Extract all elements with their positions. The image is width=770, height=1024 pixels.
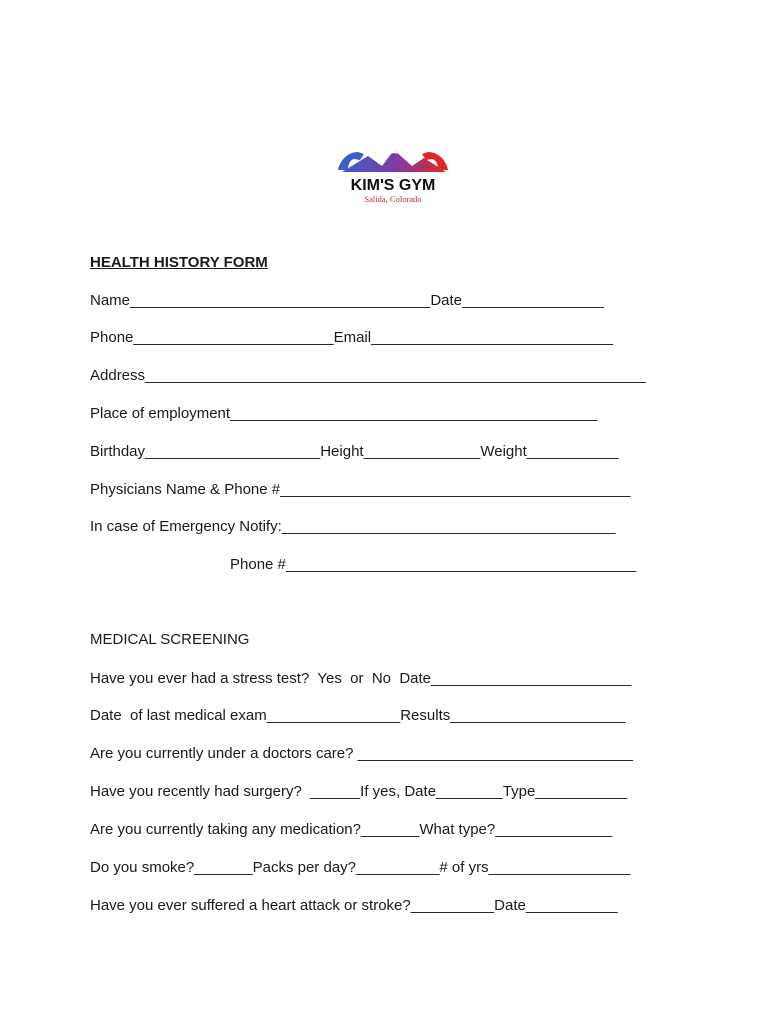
medication-line: Are you currently taking any medication?_______What type?______________: [90, 821, 613, 838]
emergency-phone-line: Phone #__________________________________________: [230, 556, 637, 573]
doctors-care-line: Are you currently under a doctors care? _________________________________: [90, 745, 633, 762]
emergency-contact-line: In case of Emergency Notify:________________________________________: [90, 518, 616, 535]
surgery-line: Have you recently had surgery? ______If yes, Date________Type___________: [90, 783, 628, 800]
kims-gym-logo-graphic: [328, 140, 458, 208]
last-exam-line: Date of last medical exam________________Results_____________________: [90, 707, 626, 724]
employment-line: Place of employment____________________________________________: [90, 405, 598, 422]
phone-email-line: Phone________________________Email_____________________________: [90, 329, 614, 346]
logo-tagline: Salida, Colorado: [364, 194, 422, 204]
physicians-line: Physicians Name & Phone #__________________________________________: [90, 481, 631, 498]
name-date-line: Name____________________________________Date_________________: [90, 292, 604, 309]
form-title: HEALTH HISTORY FORM: [90, 254, 268, 271]
birthday-height-weight-line: Birthday_____________________Height______________Weight___________: [90, 443, 619, 460]
screening-title: MEDICAL SCREENING: [90, 631, 250, 648]
stress-test-line: Have you ever had a stress test? Yes or No Date________________________: [90, 670, 632, 687]
heart-attack-line: Have you ever suffered a heart attack or stroke?__________Date___________: [90, 897, 618, 914]
logo-wordmark: KIM'S GYM: [350, 177, 436, 194]
smoking-line: Do you smoke?_______Packs per day?__________# of yrs_________________: [90, 859, 631, 876]
kims-gym-logo: [328, 140, 458, 208]
address-line: Address____________________________________________________________: [90, 367, 646, 384]
